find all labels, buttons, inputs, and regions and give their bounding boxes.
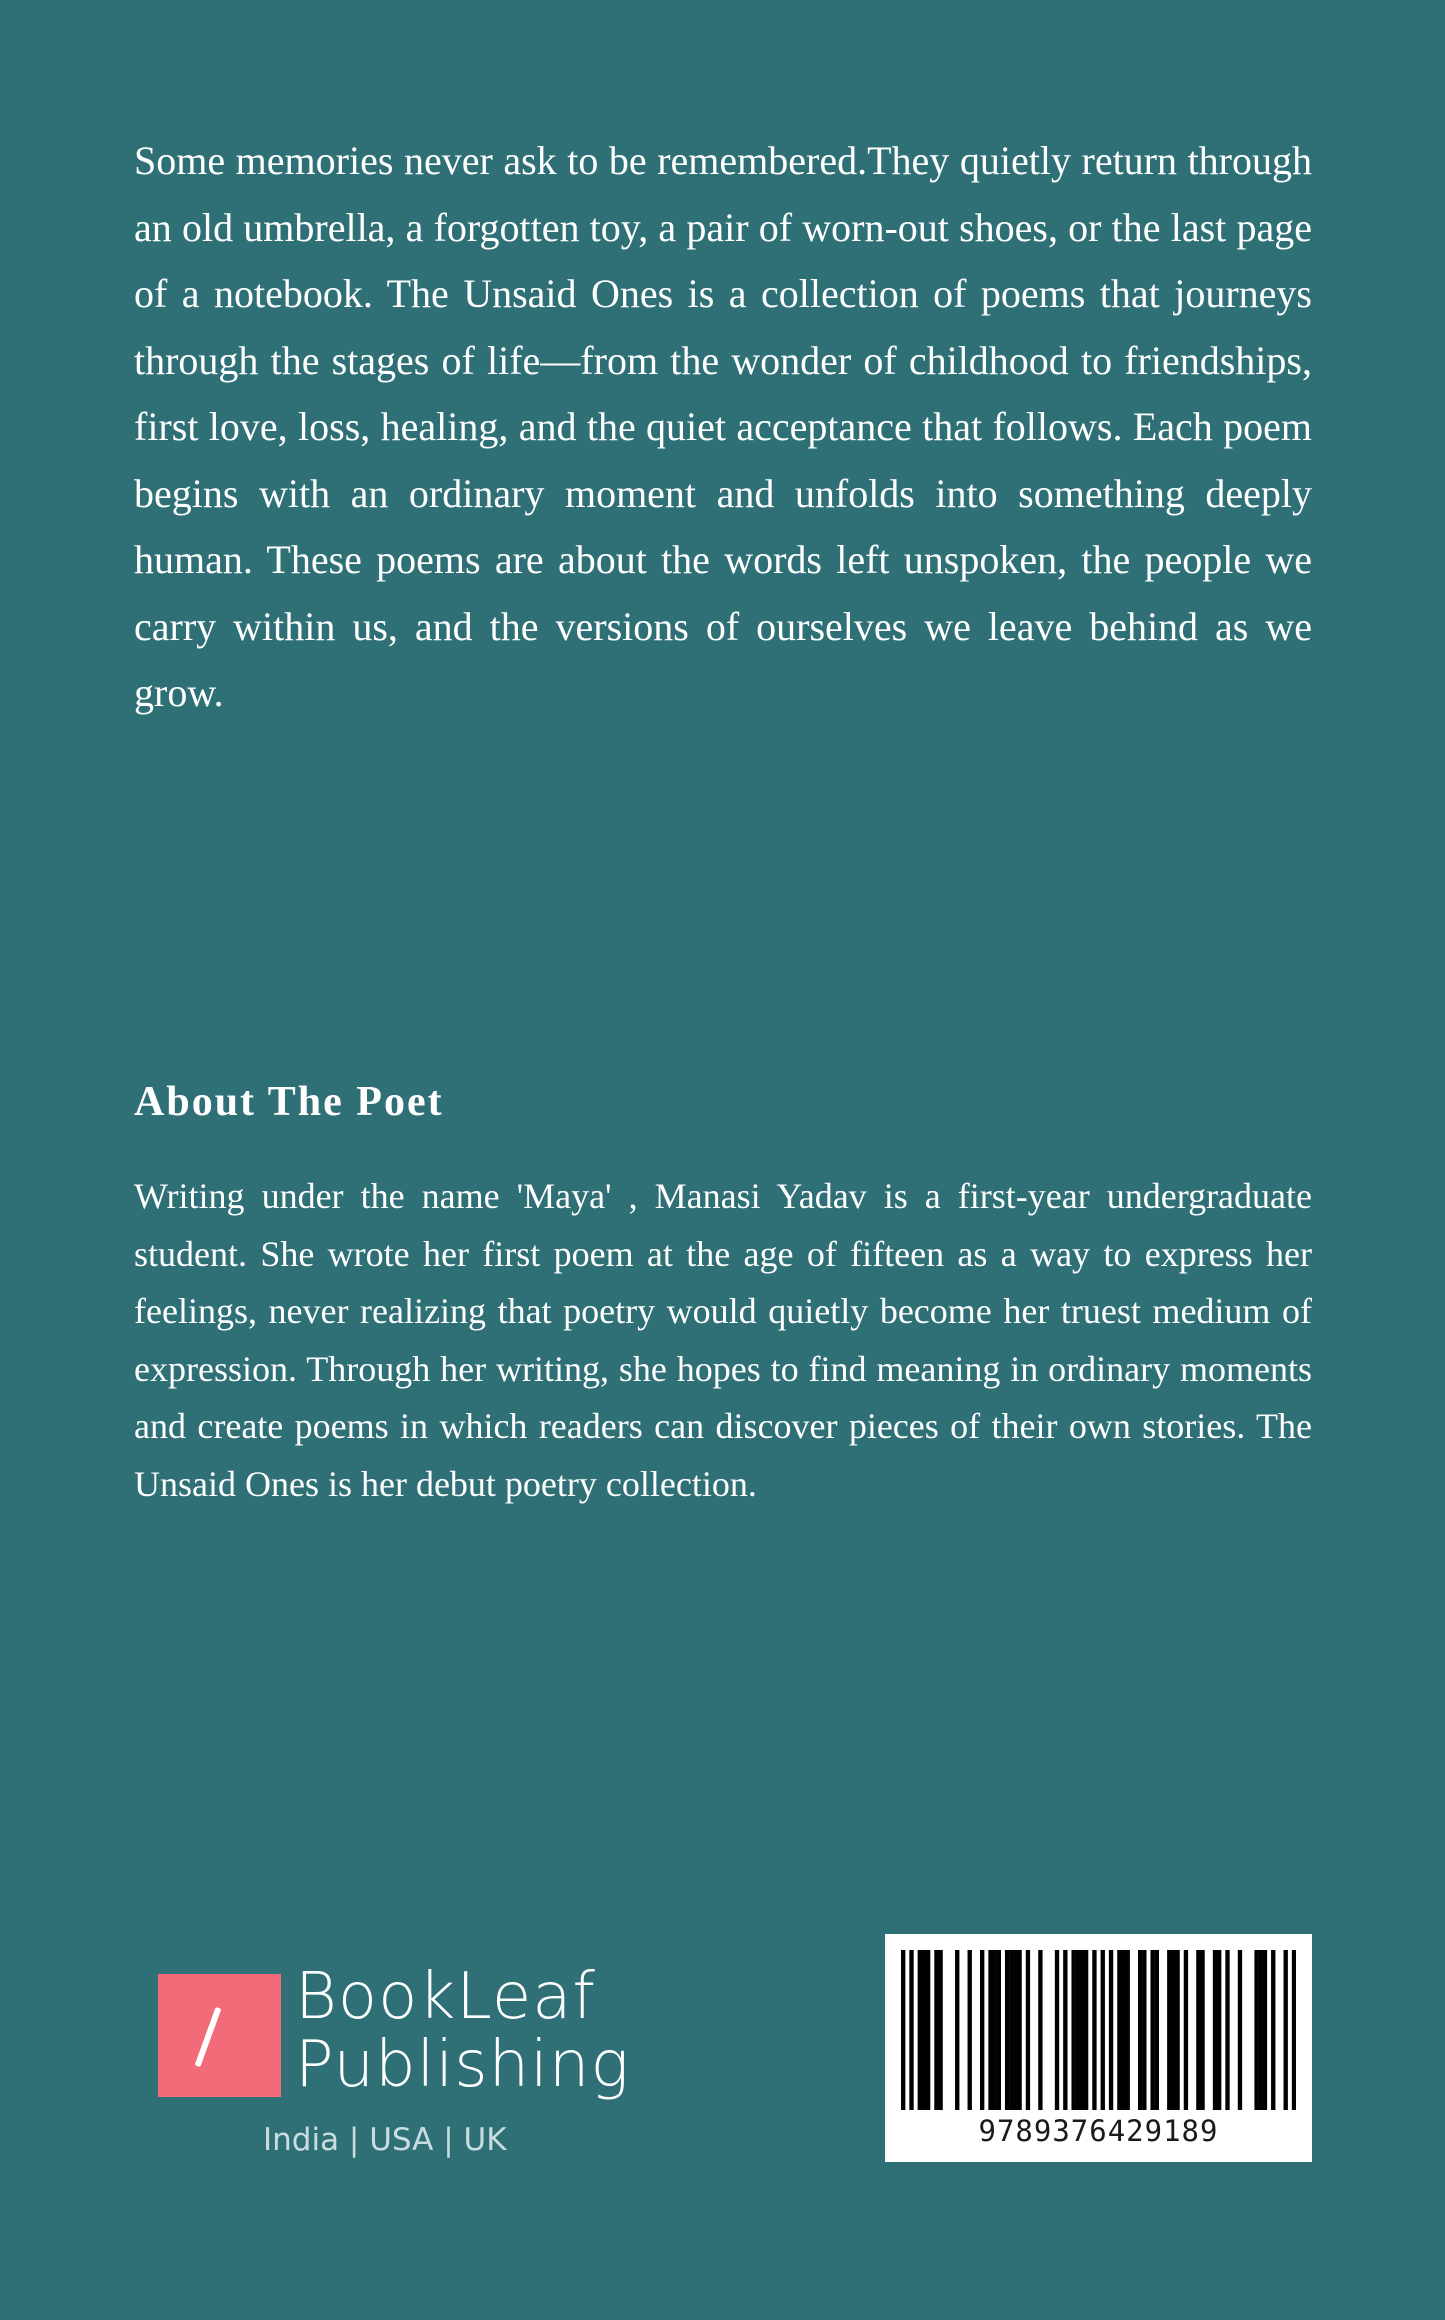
barcode-bar [1063, 1950, 1067, 2110]
barcode-bar [909, 1950, 913, 2110]
barcode-bar [1254, 1950, 1258, 2110]
barcode-bar [1080, 1950, 1084, 2110]
barcode-bar [968, 1950, 972, 2110]
barcode-bar [1196, 1950, 1200, 2110]
barcode-bar [1175, 1950, 1179, 2110]
slash-icon [195, 2007, 222, 2067]
barcode-bar [1200, 1950, 1204, 2110]
barcode-bar [1225, 1950, 1229, 2110]
barcode-bar [1005, 1950, 1009, 2110]
barcode-bar [1138, 1950, 1142, 2110]
barcode-bar [992, 1950, 996, 2110]
barcode-bar [926, 1950, 930, 2110]
barcode-bar [1017, 1950, 1021, 2110]
barcode-bar [1026, 1950, 1030, 2110]
barcode-bar [997, 1950, 1001, 2110]
barcode-bar [1071, 1950, 1075, 2110]
barcode-bar [1238, 1950, 1242, 2110]
about-poet-heading: About The Poet [134, 1079, 444, 1125]
barcode-bar [1150, 1950, 1154, 2110]
about-poet-bio: Writing under the name 'Maya' , Manasi Yadav is a first-year undergraduate student. She wrote her first poem at the age of fifteen as a way to express her feelings, never realizing that poetry would quietly become her truest medium of expression. Through her writing, she hopes to find meaning in ordinary moments and create poems in which readers can discover pieces of their own stories. The Unsaid Ones is her debut poetry collection. [134, 1176, 1312, 1504]
back-cover-blurb: Some memories never ask to be remembered.They quietly return through an old umbrella, a forgotten toy, a pair of worn-out shoes, or the last page of a notebook. The Unsaid Ones is a collection of poems that journeys through the stages of life—from the wonder of childhood to friendships, first love, loss, healing, and the quiet acceptance that follows. Each poem begins with an ordinary moment and unfolds into something deeply human. These poems are about the words left unspoken, the people we carry within us, and the versions of ourselves we leave behind as we grow. [134, 138, 1312, 715]
barcode-bar [1109, 1950, 1113, 2110]
barcode-bar [918, 1950, 922, 2110]
publisher-name-line1: BookLeaf [295, 1960, 596, 2034]
barcode-bar [955, 1950, 959, 2110]
isbn-barcode [885, 1934, 1312, 2162]
barcode-bar [1271, 1950, 1275, 2110]
barcode-bar [1167, 1950, 1171, 2110]
barcode-bar [1009, 1950, 1013, 2110]
barcode-bar [1263, 1950, 1267, 2110]
barcode-bar [1155, 1950, 1159, 2110]
barcode-bar [1121, 1950, 1125, 2110]
barcode-bar [1076, 1950, 1080, 2110]
publisher-logo-mark [158, 1974, 281, 2097]
barcode-bar [1084, 1950, 1088, 2110]
barcode-bar [1292, 1950, 1296, 2110]
barcode-bars [901, 1950, 1296, 2110]
barcode-bar [988, 1950, 992, 2110]
publisher-regions: India | USA | UK [263, 2122, 507, 2158]
barcode-bar [980, 1950, 984, 2110]
barcode-bar [1184, 1950, 1188, 2110]
barcode-bar [1171, 1950, 1175, 2110]
barcode-bar [1213, 1950, 1217, 2110]
barcode-bar [1117, 1950, 1121, 2110]
publisher-name-line2: Publishing [295, 2028, 630, 2102]
barcode-bar [1013, 1950, 1017, 2110]
barcode-bar [922, 1950, 926, 2110]
barcode-bar [1284, 1950, 1288, 2110]
barcode-bar [1259, 1950, 1263, 2110]
barcode-bar [1142, 1950, 1146, 2110]
isbn-number: 9789376429189 [978, 2114, 1219, 2148]
barcode-bar [1038, 1950, 1042, 2110]
barcode-bar [938, 1950, 942, 2110]
barcode-bar [1092, 1950, 1096, 2110]
barcode-bar [1126, 1950, 1130, 2110]
barcode-bar [1217, 1950, 1221, 2110]
barcode-bar [934, 1950, 938, 2110]
barcode-bar [1055, 1950, 1059, 2110]
barcode-bar [1101, 1950, 1105, 2110]
barcode-bar [901, 1950, 905, 2110]
publisher-logo [158, 1960, 630, 2172]
